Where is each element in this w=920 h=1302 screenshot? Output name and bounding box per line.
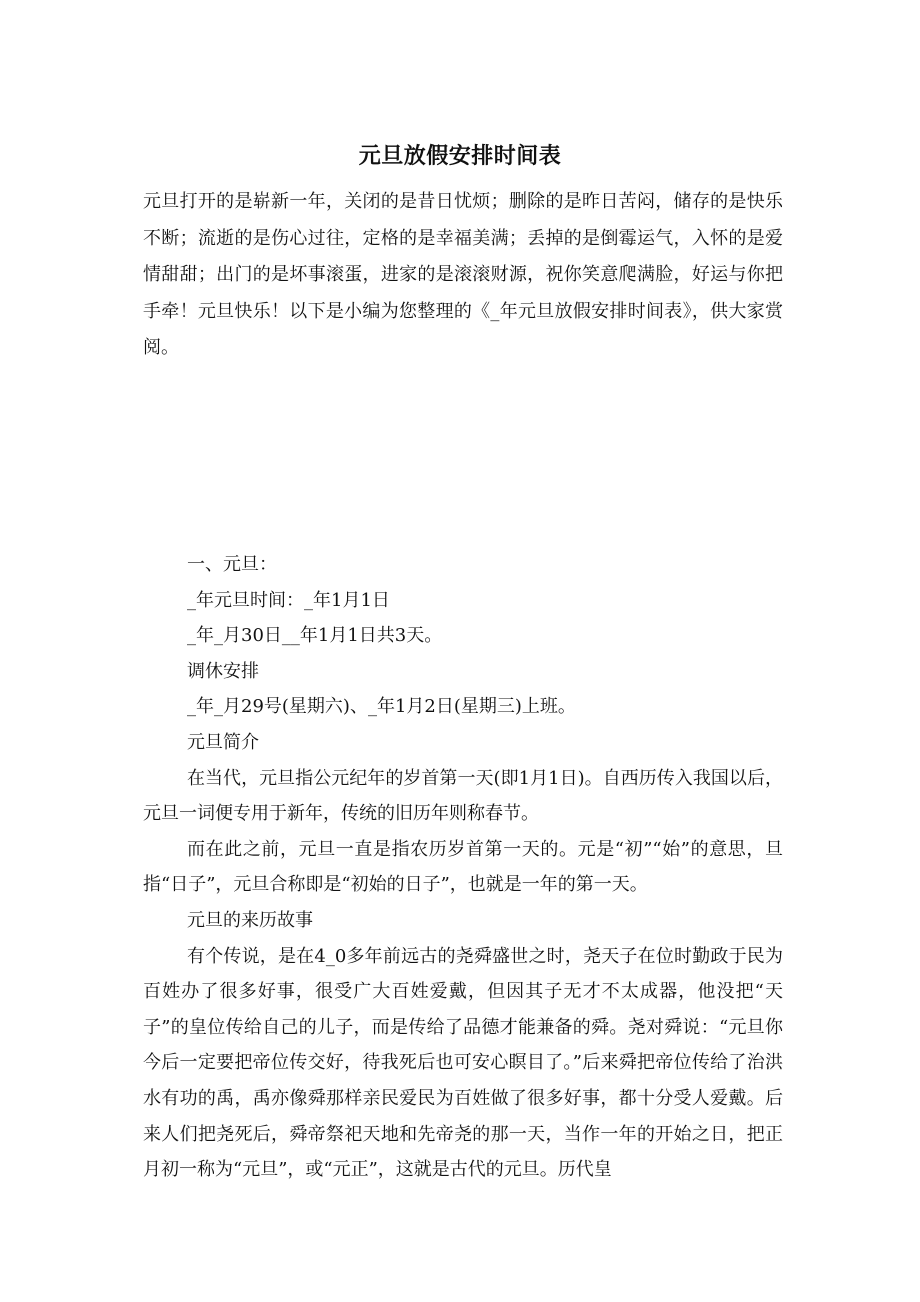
paragraph-introduction-1: 在当代，元旦指公元纪年的岁首第一天(即1月1日)。自西历传入我国以后，元旦一词便专用于新年，传统的旧历年则称春节。: [143, 767, 783, 825]
subheading-adjusted-schedule: 调休安排: [187, 660, 259, 682]
holiday-date: _年元旦时间：_年1月1日: [187, 589, 390, 611]
paragraph-introduction-2: 而在此之前，元旦一直是指农历岁首第一天的。元是“初”“始”的意思，旦指“日子”，元旦合称即是“初始的日子”，也就是一年的第一天。: [143, 838, 783, 896]
document-title: 元旦放假安排时间表: [358, 143, 562, 169]
subheading-introduction: 元旦简介: [187, 731, 259, 753]
holiday-period: _年_月30日__年1月1日共3天。: [187, 625, 443, 647]
intro-paragraph: 元旦打开的是崭新一年，关闭的是昔日忧烦；删除的是昨日苦闷，储存的是快乐不断；流逝的是伤心过往，定格的是幸福美满；丢掉的是倒霉运气，入怀的是爱情甜甜；出门的是坏事滚蛋，进家的是滚滚财源，祝你笑意爬满脸，好运与你把手牵！元旦快乐！以下是小编为您整理的《_年元旦放假安排时间表》，供大家赏阅。: [143, 191, 783, 358]
body-section: [143, 547, 783, 1188]
section-heading-yuandan: 一、元旦：: [187, 554, 277, 575]
subheading-origin-story: 元旦的来历故事: [187, 909, 313, 931]
paragraph-origin-story: 有个传说，是在4_0多年前远古的尧舜盛世之时，尧天子在位时勤政于民为百姓办了很多好事，很受广大百姓爱戴，但因其子无才不太成器，他没把“天子”的皇位传给自己的儿子，而是传给了品德才能兼备的舜。尧对舜说：“元旦你今后一定要把帝位传交好，待我死后也可安心瞑目了。”后来舜把帝位传给了治洪水有功的禹，禹亦像舜那样亲民爱民为百姓做了很多好事，都十分受人爱戴。后来人们把尧死后，舜帝祭祀天地和先帝尧的那一天，当作一年的开始之日，把正月初一称为“元旦”，或“元正”，这就是古代的元旦。历代皇: [143, 945, 783, 1181]
adjusted-workdays: _年_月29号(星期六)、_年1月2日(星期三)上班。: [187, 696, 576, 718]
